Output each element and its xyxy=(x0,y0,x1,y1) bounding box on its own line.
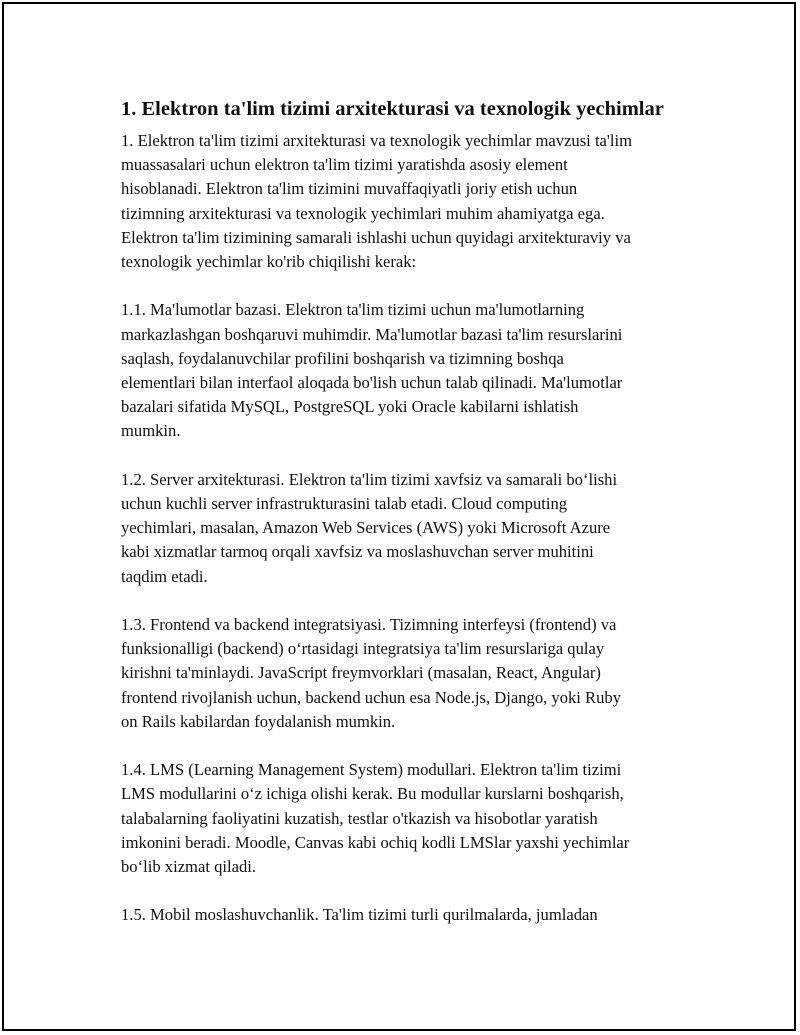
text-line: hisoblanadi. Elektron ta'lim tizimini muvaffaqiyatli joriy etish uchun xyxy=(121,179,578,199)
text-line: uchun kuchli server infrastrukturasini talab etadi. Cloud computing xyxy=(121,494,568,514)
text-line: markazlashgan boshqaruvi muhimdir. Ma'lumotlar bazasi ta'lim resurslarini xyxy=(121,324,623,344)
text-line: texnologik yechimlar ko'rib chiqilishi kerak: xyxy=(121,252,417,272)
text-line: boʻlib xizmat qiladi. xyxy=(121,857,257,877)
document-title: 1. Elektron ta'lim tizimi arxitekturasi va texnologik yechimlar xyxy=(121,98,664,120)
document-body xyxy=(121,95,701,928)
text-line: 1.4. LMS (Learning Management System) modullari. Elektron ta'lim tizimi xyxy=(121,760,622,780)
paragraph-intro xyxy=(121,129,701,274)
text-line: bazalari sifatida MySQL, PostgreSQL yoki Oracle kabilarni ishlatish xyxy=(121,397,579,417)
text-line: talabalarning faoliyatini kuzatish, testlar o'tkazish va hisobotlar yaratish xyxy=(121,808,598,828)
text-line: 1.2. Server arxitekturasi. Elektron ta'lim tizimi xavfsiz va samarali boʻlishi xyxy=(121,469,618,489)
text-line: muassasalari uchun elektron ta'lim tizimi yaratishda asosiy element xyxy=(121,155,568,175)
text-line: funksionalligi (backend) oʻrtasidagi integratsiya ta'lim resurslariga qulay xyxy=(121,639,605,659)
text-line: 1.1. Ma'lumotlar bazasi. Elektron ta'lim tizimi uchun ma'lumotlarning xyxy=(121,300,585,320)
text-line: 1. Elektron ta'lim tizimi arxitekturasi va texnologik yechimlar mavzusi ta'lim xyxy=(121,131,633,150)
text-line: elementlari bilan interfaol aloqada bo'lish uchun talab qilinadi. Ma'lumotlar xyxy=(121,373,623,393)
paragraph-mobile xyxy=(121,903,701,927)
text-line: 1.3. Frontend va backend integratsiyasi. Tizimning interfeysi (frontend) va xyxy=(121,615,617,635)
text-line: kabi xizmatlar tarmoq orqali xavfsiz va moslashuvchan server muhitini xyxy=(121,542,594,562)
text-line: imkonini beradi. Moodle, Canvas kabi ochiq kodli LMSlar yaxshi yechimlar xyxy=(121,832,630,852)
paragraph-server xyxy=(121,468,701,589)
paragraph-frontend-backend xyxy=(121,613,701,734)
text-line: on Rails kabilardan foydalanish mumkin. xyxy=(121,711,396,731)
text-line: taqdim etadi. xyxy=(121,566,208,586)
page-frame xyxy=(2,2,796,1031)
text-line: kirishni ta'minlaydi. JavaScript freymvorklari (masalan, React, Angular) xyxy=(121,663,601,683)
text-line: yechimlari, masalan, Amazon Web Services (AWS) yoki Microsoft Azure xyxy=(121,518,611,538)
text-line: LMS modullarini oʻz ichiga olishi kerak. Bu modullar kurslarni boshqarish, xyxy=(121,784,624,804)
paragraph-database xyxy=(121,298,701,443)
text-line: mumkin. xyxy=(121,421,181,441)
text-line: saqlash, foydalanuvchilar profilini boshqarish va tizimning boshqa xyxy=(121,348,564,368)
text-line: Elektron ta'lim tizimining samarali ishlashi uchun quyidagi arxitekturaviy va xyxy=(121,227,631,247)
paragraph-lms xyxy=(121,758,701,879)
text-line: frontend rivojlanish uchun, backend uchun esa Node.js, Django, yoki Ruby xyxy=(121,687,622,707)
text-line: 1.5. Mobil moslashuvchanlik. Ta'lim tizimi turli qurilmalarda, jumladan xyxy=(121,905,598,925)
text-line: tizimning arxitekturasi va texnologik yechimlari muhim ahamiyatga ega. xyxy=(121,203,605,223)
